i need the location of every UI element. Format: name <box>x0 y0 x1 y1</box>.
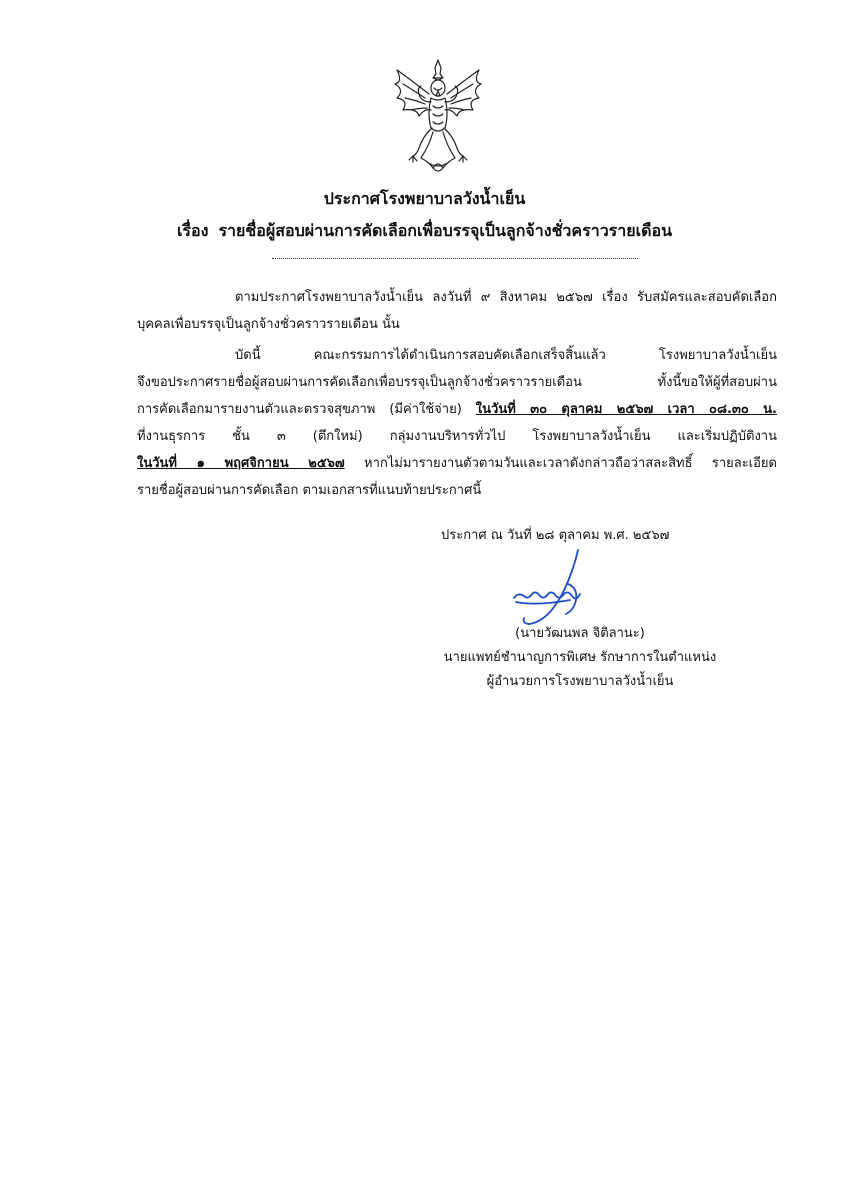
paragraph-text: การคัดเลือกมารายงานตัวและตรวจสุขภาพ (มีค่าใช้จ่าย) <box>137 402 462 417</box>
announcement-date: ประกาศ ณ วันที่ ๒๘ ตุลาคม พ.ศ. ๒๕๖๗ <box>441 528 670 543</box>
signer-title: ผู้อำนวยการโรงพยาบาลวังน้ำเย็น <box>486 674 674 689</box>
paragraph-line: จึงขอประกาศรายชื่อผู้สอบผ่านการคัดเลือกเพื่อบรรจุเป็นลูกจ้างชั่วคราวรายเดือน ทั้งนี้ขอให้ผู้ที่สอบผ่าน <box>137 375 777 390</box>
subject-prefix: เรื่อง <box>176 221 209 240</box>
announcement-subject-line <box>0 220 849 242</box>
signer-position: นายแพทย์ชำนาญการพิเศษ รักษาการในตำแหน่ง <box>443 650 717 665</box>
paragraph-line <box>137 396 777 423</box>
handwritten-signature <box>508 548 598 628</box>
paragraph-line: บุคคลเพื่อบรรจุเป็นลูกจ้างชั่วคราวรายเดือน นั้น <box>137 317 400 332</box>
paragraph-text: หากไม่มารายงานตัวตามวันและเวลาดังกล่าวถือว่าสละสิทธิ์ รายละเอียด <box>364 456 777 471</box>
paragraph-line: บัดนี้ คณะกรรมการได้ดำเนินการสอบคัดเลือกเสร็จสิ้นแล้ว โรงพยาบาลวังน้ำเย็น <box>235 348 777 363</box>
paragraph-line: ที่งานธุรการ ชั้น ๓ (ตึกใหม่) กลุ่มงานบริหารทั่วไป โรงพยาบาลวังน้ำเย็น และเริ่มปฏิบัติงาน <box>137 429 777 444</box>
announcement-subject: รายชื่อผู้สอบผ่านการคัดเลือกเพื่อบรรจุเป็นลูกจ้างชั่วคราวรายเดือน <box>218 221 673 240</box>
dotted-divider <box>272 258 638 259</box>
paragraph-line: ตามประกาศโรงพยาบาลวังน้ำเย็น ลงวันที่ ๙ สิงหาคม ๒๕๖๗ เรื่อง รับสมัครและสอบคัดเลือก <box>235 290 777 305</box>
paragraph-line: รายชื่อผู้สอบผ่านการคัดเลือก ตามเอกสารที่แนบท้ายประกาศนี้ <box>137 483 482 498</box>
paragraph-announcement <box>137 342 777 504</box>
signer-name: (นายวัฒนพล จิติลานะ) <box>515 626 645 641</box>
report-date-emphasis: ในวันที่ ๓๐ ตุลาคม ๒๕๖๗ เวลา ๐๘.๓๐ น. <box>475 402 777 417</box>
paragraph-reference <box>137 284 777 338</box>
announcement-title: ประกาศโรงพยาบาลวังน้ำเย็น <box>323 189 526 208</box>
paragraph-line <box>137 450 777 477</box>
start-date-emphasis: ในวันที่ ๑ พฤศจิกายน ๒๕๖๗ <box>137 456 345 471</box>
garuda-emblem-icon <box>389 58 487 176</box>
